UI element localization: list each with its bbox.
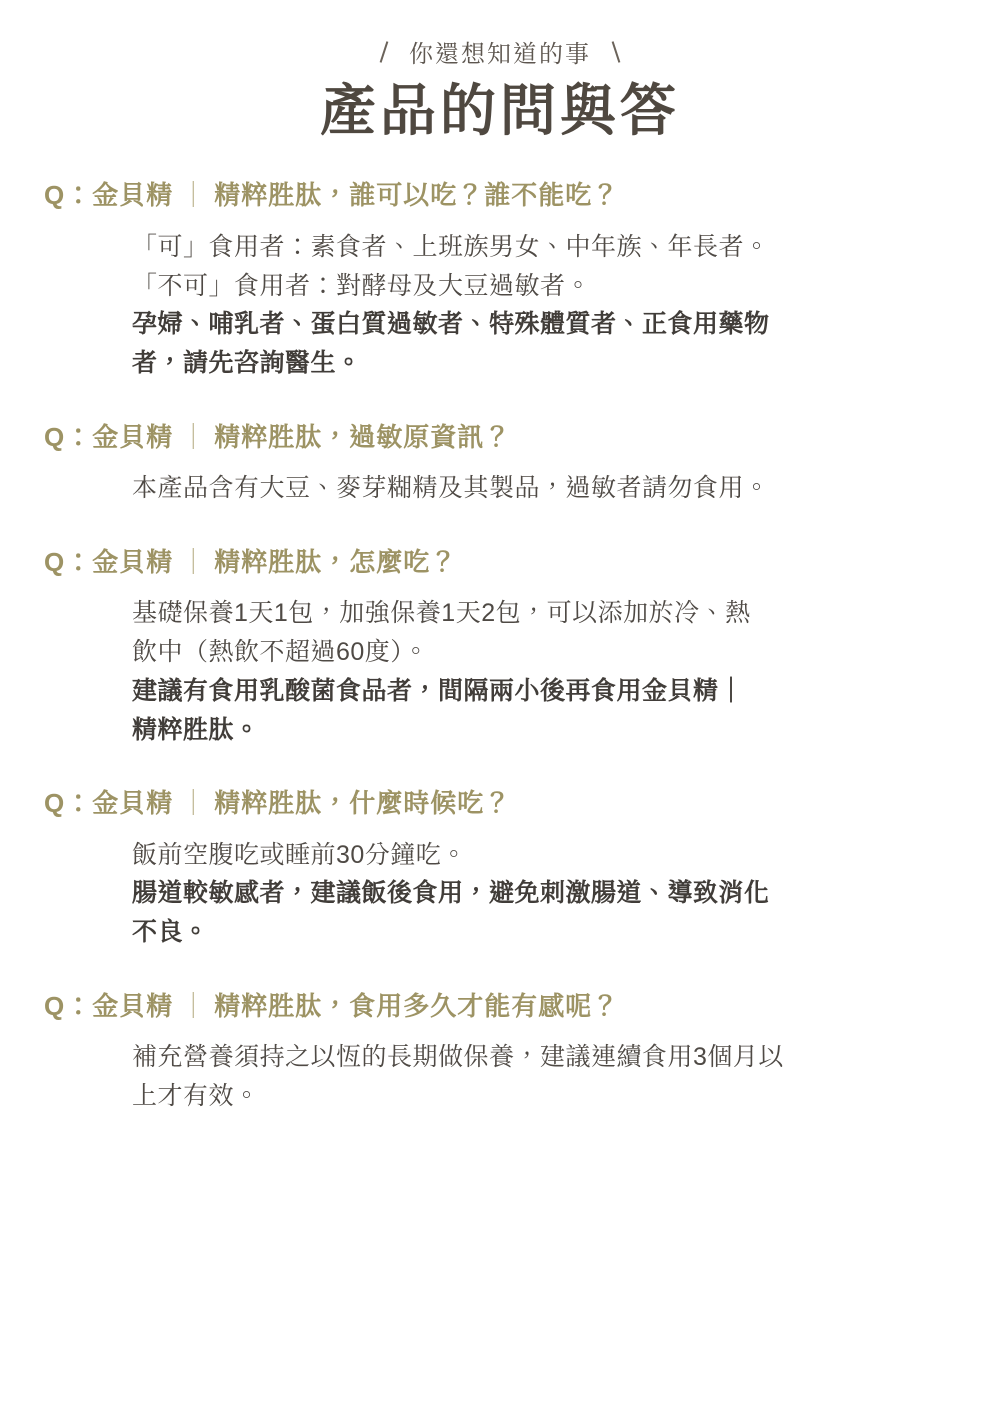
question-separator: ｜ [180,990,208,1021]
question-prefix: Q： [44,990,93,1021]
page-title: 產品的問與答 [320,79,680,142]
question-text: 精粹胜肽，怎麼吃？ [214,546,458,577]
slash-right-icon [605,41,627,63]
answer-line: 「不可」食用者：對酵母及大豆過敏者。 [132,271,592,300]
faq-item [44,177,956,382]
faq-answer [44,1038,956,1116]
product-brand-name: 金貝精 [92,421,174,452]
faq-item [44,544,956,749]
question-prefix: Q： [44,788,93,819]
answer-line: 者，請先咨詢醫生。 [132,349,362,378]
question-separator: ｜ [180,788,208,819]
question-text: 精粹胜肽，誰可以吃？誰不能吃？ [214,180,620,211]
product-brand-name: 金貝精 [92,788,174,819]
question-text: 精粹胜肽，食用多久才能有感呢？ [214,990,620,1021]
page-header [44,34,956,143]
answer-line: 不良。 [132,918,209,947]
faq-item [44,988,956,1116]
question-prefix: Q： [44,180,93,211]
eyebrow-row [44,34,956,69]
answer-line: 飯前空腹吃或睡前30分鐘吃。 [132,840,467,869]
faq-list [44,177,956,1115]
answer-line: 建議有食用乳酸菌食品者，間隔兩小後再食用金貝精｜ [132,676,745,705]
answer-line: 精粹胜肽。 [132,715,260,744]
answer-line: 飲中（熱飲不超過60度）。 [132,638,429,667]
faq-answer [44,594,956,749]
faq-answer [44,836,956,952]
question-separator: ｜ [180,421,208,452]
product-brand-name: 金貝精 [92,990,174,1021]
faq-question [44,419,956,455]
answer-line: 上才有效。 [132,1082,260,1111]
answer-line: 孕婦、哺乳者、蛋白質過敏者、特殊體質者、正食用藥物 [132,310,770,339]
slash-left-icon [373,41,395,63]
faq-answer [44,228,956,383]
answer-line: 基礎保養1天1包，加強保養1天2包，可以添加於冷、熱 [132,599,751,628]
faq-question [44,544,956,580]
eyebrow-text: 你還想知道的事 [409,41,591,68]
faq-question [44,988,956,1024]
question-text: 精粹胜肽，過敏原資訊？ [214,421,512,452]
question-separator: ｜ [180,180,208,211]
product-brand-name: 金貝精 [92,546,174,577]
faq-question [44,785,956,821]
answer-line: 腸道較敏感者，建議飯後食用，避免刺激腸道、導致消化 [132,879,770,908]
question-separator: ｜ [180,546,208,577]
answer-line: 本產品含有大豆、麥芽糊精及其製品，過敏者請勿食用。 [132,474,770,503]
answer-line: 補充營養須持之以恆的長期做保養，建議連續食用3個月以 [132,1043,784,1072]
faq-question [44,177,956,213]
faq-item [44,419,956,508]
question-prefix: Q： [44,421,93,452]
question-text: 精粹胜肽，什麼時候吃？ [214,788,512,819]
faq-answer [44,469,956,508]
question-prefix: Q： [44,546,93,577]
product-brand-name: 金貝精 [92,180,174,211]
faq-item [44,785,956,952]
answer-line: 「可」食用者：素食者、上班族男女、中年族、年長者。 [132,232,770,261]
